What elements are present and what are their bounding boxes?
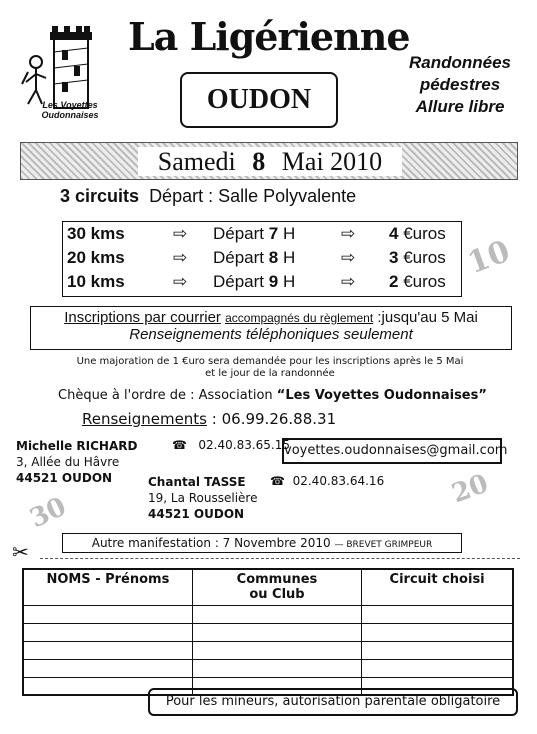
date-banner <box>20 142 518 180</box>
arrow-icon: ⇨ <box>173 224 188 243</box>
cut-line <box>40 558 520 559</box>
email-address[interactable]: voyettes.oudonnaises@gmail.com <box>282 438 502 464</box>
circuit-row: 30 kms ⇨ Départ 7 H ⇨ 4 €uros <box>67 224 446 243</box>
table-row[interactable] <box>23 623 513 641</box>
contact-1: Michelle RICHARD 3, Allée du Hâvre 44521 OUDON <box>16 439 138 485</box>
surcharge-note: Une majoration de 1 €uro sera demandée pour les inscriptions après le 5 Mai et le jour de la randonnée <box>76 356 464 379</box>
table-row[interactable] <box>23 659 513 677</box>
phone-icon: ☎ <box>172 438 187 452</box>
inscriptions-box: Inscriptions par courrier accompagnés du règlement :jusqu'au 5 Mai Renseignements téléphoniques seulement <box>30 306 512 350</box>
minors-notice: Pour les mineurs, autorisation parentale obligatoire <box>148 688 518 716</box>
circuit-row: 20 kms ⇨ Départ 8 H ⇨ 3 €uros <box>67 248 446 267</box>
arrow-icon: ⇨ <box>173 272 188 291</box>
scissors-icon: ✂ <box>12 542 29 564</box>
phone-icon: ☎ <box>270 474 285 488</box>
info-phone: Renseignements : 06.99.26.88.31 <box>82 410 337 428</box>
subtitle: Randonnées pédestres Allure libre <box>408 53 512 116</box>
table-row[interactable] <box>23 641 513 659</box>
page-title: La Ligérienne <box>128 14 410 59</box>
arrow-icon: ⇨ <box>173 248 188 267</box>
stamp-mark: 30 <box>25 491 71 535</box>
contact-2: Chantal TASSE 19, La Rousselière 44521 OUDON <box>148 475 258 521</box>
event-date: Samedi 8 Mai 2010 <box>138 147 402 176</box>
col-header-circuit: Circuit choisi <box>362 569 513 605</box>
circuits-table <box>62 221 462 297</box>
cheque-info: Chèque à l'ordre de : Association “Les Voyettes Oudonnaises” <box>58 388 487 403</box>
circuits-heading: 3 circuits Départ : Salle Polyvalente <box>60 186 357 206</box>
stamp-mark: 10 <box>463 233 515 282</box>
circuit-row: 10 kms ⇨ Départ 9 H ⇨ 2 €uros <box>67 272 446 291</box>
table-row[interactable] <box>23 605 513 623</box>
arrow-icon: ⇨ <box>341 224 356 243</box>
stamp-mark: 20 <box>447 468 493 510</box>
col-header-communes: Communes ou Club <box>192 569 361 605</box>
contact-2-phone: ☎ 02.40.83.64.16 <box>270 474 385 488</box>
arrow-icon: ⇨ <box>341 248 356 267</box>
registration-table <box>22 568 514 696</box>
contact-1-phone: ☎ 02.40.83.65.15 <box>172 438 291 452</box>
other-event-box: Autre manifestation : 7 Novembre 2010 — BREVET GRIMPEUR <box>62 533 462 553</box>
col-header-names: NOMS - Prénoms <box>23 569 192 605</box>
town-name: OUDON <box>180 72 338 128</box>
arrow-icon: ⇨ <box>341 272 356 291</box>
logo-caption: Les Voyettes Oudonnaises <box>41 100 99 120</box>
